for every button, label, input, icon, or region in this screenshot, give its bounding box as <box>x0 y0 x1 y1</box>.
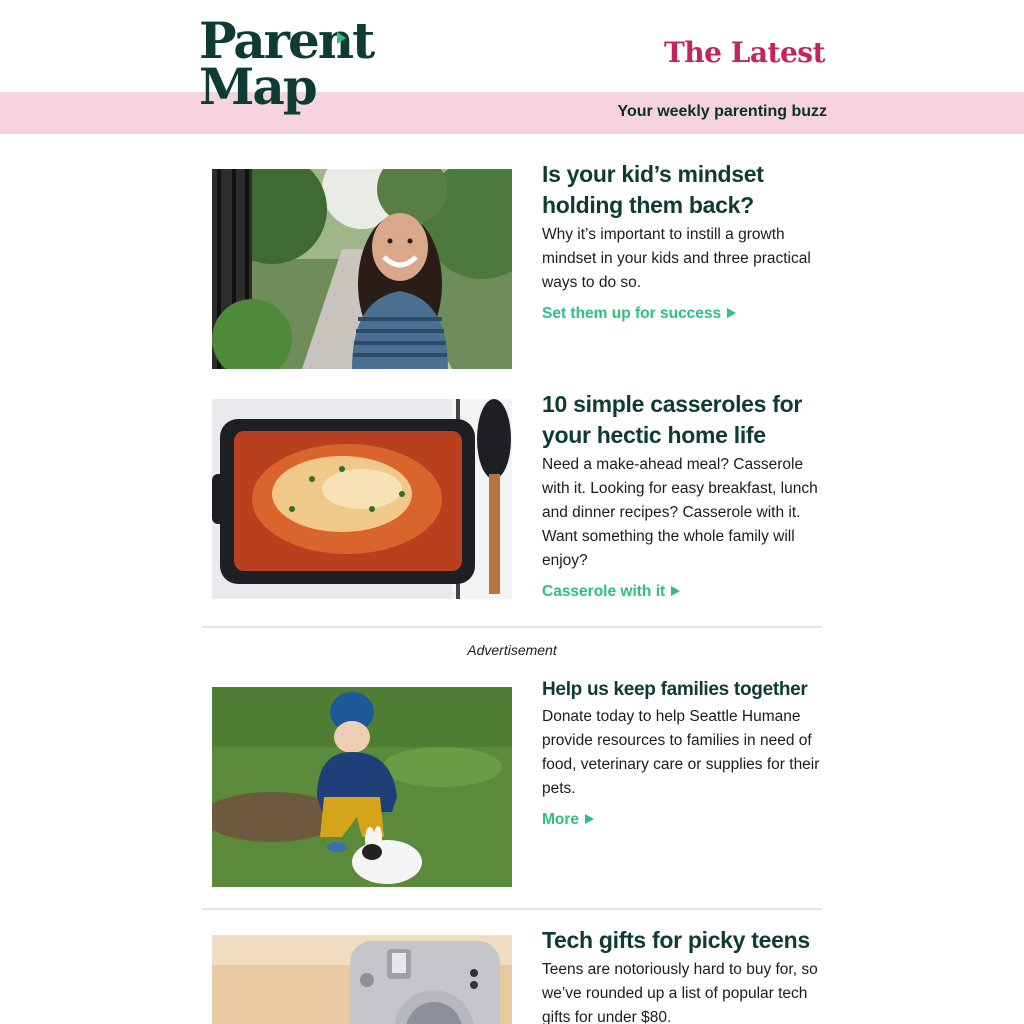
article-description: Need a make-ahead meal? Casserole with it. Looking for easy breakfast, lunch and dinner recipes? Casserole with it. Want something the whole family will enjoy? <box>542 456 818 569</box>
tagline: Your weekly parenting buzz <box>617 103 827 120</box>
article-description: Teens are notoriously hard to buy for, so we’ve rounded up a list of popular tech gifts for under $80. <box>542 961 818 1024</box>
toddler-with-bunny-photo[interactable] <box>212 687 512 887</box>
play-arrow-icon <box>671 586 680 596</box>
article-card <box>212 927 824 1024</box>
advertisement-title[interactable]: Help us keep families together <box>542 679 808 700</box>
logo-play-icon <box>337 32 346 44</box>
logo-word-parent: Parent <box>199 11 374 70</box>
smiling-girl-photo[interactable] <box>212 169 512 369</box>
play-arrow-icon <box>727 308 736 318</box>
play-arrow-icon <box>585 814 594 824</box>
advertisement-card <box>212 679 824 887</box>
divider <box>202 908 822 910</box>
article-title[interactable]: 10 simple casseroles for your hectic home life <box>542 391 803 448</box>
tagline-band <box>0 92 1024 134</box>
divider <box>202 626 822 628</box>
instant-camera-photo[interactable] <box>212 935 512 1024</box>
cta-label: Set them up for success <box>542 305 722 322</box>
section-title: The Latest <box>663 36 825 69</box>
article-card <box>212 161 824 369</box>
cta-link[interactable] <box>542 583 680 601</box>
email-header <box>0 0 1024 134</box>
advertisement-description: Donate today to help Seattle Humane provide resources to families in need of food, veterinary care or supplies for their pets. <box>542 708 820 797</box>
logo-word-map: Map <box>199 57 316 116</box>
article-title[interactable]: Tech gifts for picky teens <box>542 927 810 953</box>
advertisement-label: Advertisement <box>467 642 557 658</box>
more-link[interactable] <box>542 811 594 829</box>
article-card <box>212 391 824 600</box>
casserole-dish-photo[interactable] <box>212 399 512 599</box>
cta-label: Casserole with it <box>542 583 666 600</box>
parentmap-logo[interactable] <box>199 11 374 122</box>
cta-label: More <box>542 811 580 828</box>
article-title[interactable]: Is your kid’s mindset holding them back? <box>542 161 764 218</box>
article-description: Why it’s important to instill a growth mindset in your kids and three practical ways to do so. <box>542 226 811 291</box>
cta-link[interactable] <box>542 305 736 323</box>
